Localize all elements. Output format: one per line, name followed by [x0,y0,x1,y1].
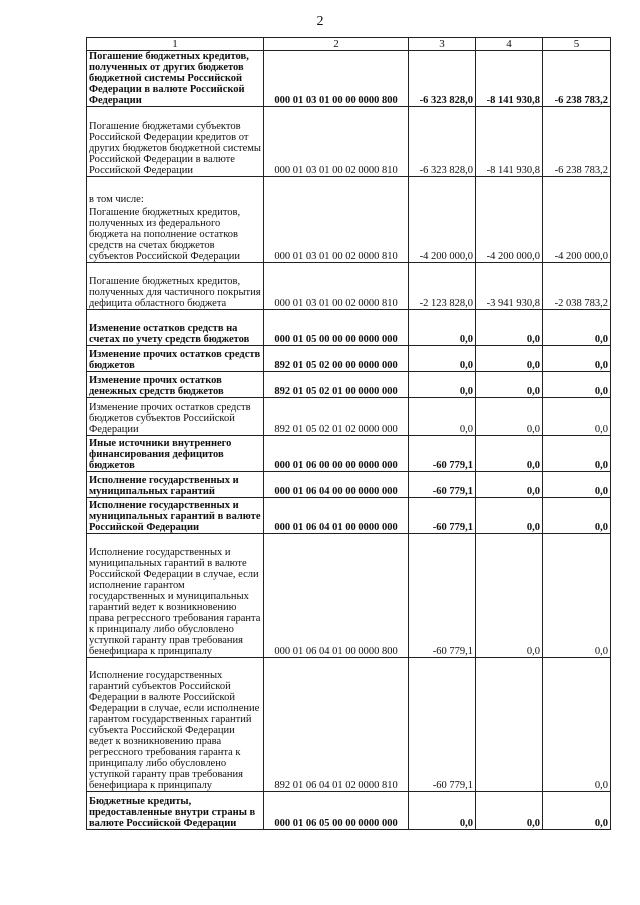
row-name: Изменение прочих остатков средств бюджетов [87,346,264,372]
table-row [87,398,611,436]
row-value-3: 0,0 [543,310,611,346]
table-row [87,498,611,534]
row-value-1: -60 779,1 [409,498,476,534]
row-name: Изменение прочих остатков средств бюджетов субъектов Российской Федерации [87,398,264,436]
table-row [87,346,611,372]
row-code: 000 01 05 00 00 00 0000 000 [264,310,409,346]
row-value-3: 0,0 [543,534,611,658]
row-name: Погашение бюджетами субъектов Российской Федерации кредитов от других бюджетов бюджетной системы Российской Федерации в валюте Российской Федерации [87,107,264,177]
row-code: 000 01 03 01 00 00 0000 800 [264,51,409,107]
column-header-1: 1 [87,38,264,51]
row-value-3: 0,0 [543,472,611,498]
row-name-with-prefix [87,177,264,263]
row-value-2: 0,0 [476,398,543,436]
row-value-2: -8 141 930,8 [476,51,543,107]
row-value-1: -2 123 828,0 [409,263,476,310]
row-value-1: -60 779,1 [409,436,476,472]
table-row [87,792,611,830]
row-value-1: -6 323 828,0 [409,51,476,107]
table-row [87,436,611,472]
column-header-3: 3 [409,38,476,51]
row-code: 000 01 06 00 00 00 0000 000 [264,436,409,472]
row-value-1: -60 779,1 [409,658,476,792]
table-row [87,177,611,263]
row-code: 892 01 05 02 01 00 0000 000 [264,372,409,398]
row-value-2: 0,0 [476,372,543,398]
row-code: 892 01 05 02 00 00 0000 000 [264,346,409,372]
row-value-2: 0,0 [476,436,543,472]
table-row [87,372,611,398]
table-header-row [87,38,611,51]
row-value-2: 0,0 [476,498,543,534]
row-value-1: 0,0 [409,372,476,398]
row-code: 892 01 05 02 01 02 0000 000 [264,398,409,436]
table-row [87,263,611,310]
row-value-3: 0,0 [543,436,611,472]
row-value-2: 0,0 [476,792,543,830]
row-value-1: 0,0 [409,310,476,346]
row-code: 000 01 06 05 00 00 0000 000 [264,792,409,830]
row-code: 000 01 03 01 00 02 0000 810 [264,107,409,177]
row-value-3: 0,0 [543,658,611,792]
row-name: Погашение бюджетных кредитов, полученных для частичного покрытия дефицита областного бюджета [87,263,264,310]
row-code: 000 01 06 04 00 00 0000 000 [264,472,409,498]
row-code: 000 01 06 04 01 00 0000 000 [264,498,409,534]
row-value-2: 0,0 [476,310,543,346]
row-value-3: -4 200 000,0 [543,177,611,263]
row-value-2: 0,0 [476,346,543,372]
row-name: Погашение бюджетных кредитов, полученных из федерального бюджета на пополнение остатков средств на счетах бюджетов субъектов Российской Федерации [89,207,241,262]
row-value-2: 0,0 [476,534,543,658]
row-name: Бюджетные кредиты, предоставленные внутри страны в валюте Российской Федерации [87,792,264,830]
row-value-3: 0,0 [543,398,611,436]
row-name: Исполнение государственных гарантий субъектов Российской Федерации в валюте Российской Федерации в случае, если исполнение гарантом государственных гарантий субъекта Российской Федерации ведет к возникновению права регрессного требования гаранта к принципалу либо обусловлено уступкой гаранту прав требования бенефициара к принципалу [87,658,264,792]
row-value-2: -3 941 930,8 [476,263,543,310]
row-value-1: -60 779,1 [409,472,476,498]
column-header-5: 5 [543,38,611,51]
row-value-1: 0,0 [409,346,476,372]
row-code: 892 01 06 04 01 02 0000 810 [264,658,409,792]
page-number: 2 [316,14,324,29]
budget-sources-table [86,37,611,830]
row-name: Исполнение государственных и муниципальных гарантий в валюте Российской Федерации [87,498,264,534]
column-header-2: 2 [264,38,409,51]
row-name: Исполнение государственных и муниципальных гарантий в валюте Российской Федерации в случае, если исполнение гарантом государственных и муниципальных гарантий ведет к возникновению права регрессного требования гаранта к принципалу либо обусловлено уступкой гаранту прав требования бенефициара к принципалу [87,534,264,658]
row-code: 000 01 06 04 01 00 0000 800 [264,534,409,658]
row-value-1: 0,0 [409,792,476,830]
row-code: 000 01 03 01 00 02 0000 810 [264,177,409,263]
row-value-2: 0,0 [476,472,543,498]
table-row [87,51,611,107]
table-row [87,658,611,792]
row-value-2: -4 200 000,0 [476,177,543,263]
row-value-3: 0,0 [543,792,611,830]
row-code: 000 01 03 01 00 02 0000 810 [264,263,409,310]
table-row [87,534,611,658]
row-value-3: -2 038 783,2 [543,263,611,310]
table-row [87,107,611,177]
row-value-3: -6 238 783,2 [543,51,611,107]
table-row [87,310,611,346]
row-value-3: 0,0 [543,498,611,534]
column-header-4: 4 [476,38,543,51]
row-name: Изменение прочих остатков денежных средств бюджетов [87,372,264,398]
table-row [87,472,611,498]
row-name: Иные источники внутреннего финансирования дефицитов бюджетов [87,436,264,472]
row-value-3: 0,0 [543,372,611,398]
row-value-3: -6 238 783,2 [543,107,611,177]
row-name: Изменение остатков средств на счетах по учету средств бюджетов [87,310,264,346]
row-value-2 [476,658,543,792]
row-name: Исполнение государственных и муниципальных гарантий [87,472,264,498]
row-value-1: -6 323 828,0 [409,107,476,177]
row-name: Погашение бюджетных кредитов, полученных от других бюджетов бюджетной системы Российской Федерации в валюте Российской Федерации [87,51,264,107]
row-prefix: в том числе: [89,194,144,205]
row-value-1: -60 779,1 [409,534,476,658]
row-value-2: -8 141 930,8 [476,107,543,177]
row-value-1: -4 200 000,0 [409,177,476,263]
row-value-1: 0,0 [409,398,476,436]
row-value-3: 0,0 [543,346,611,372]
